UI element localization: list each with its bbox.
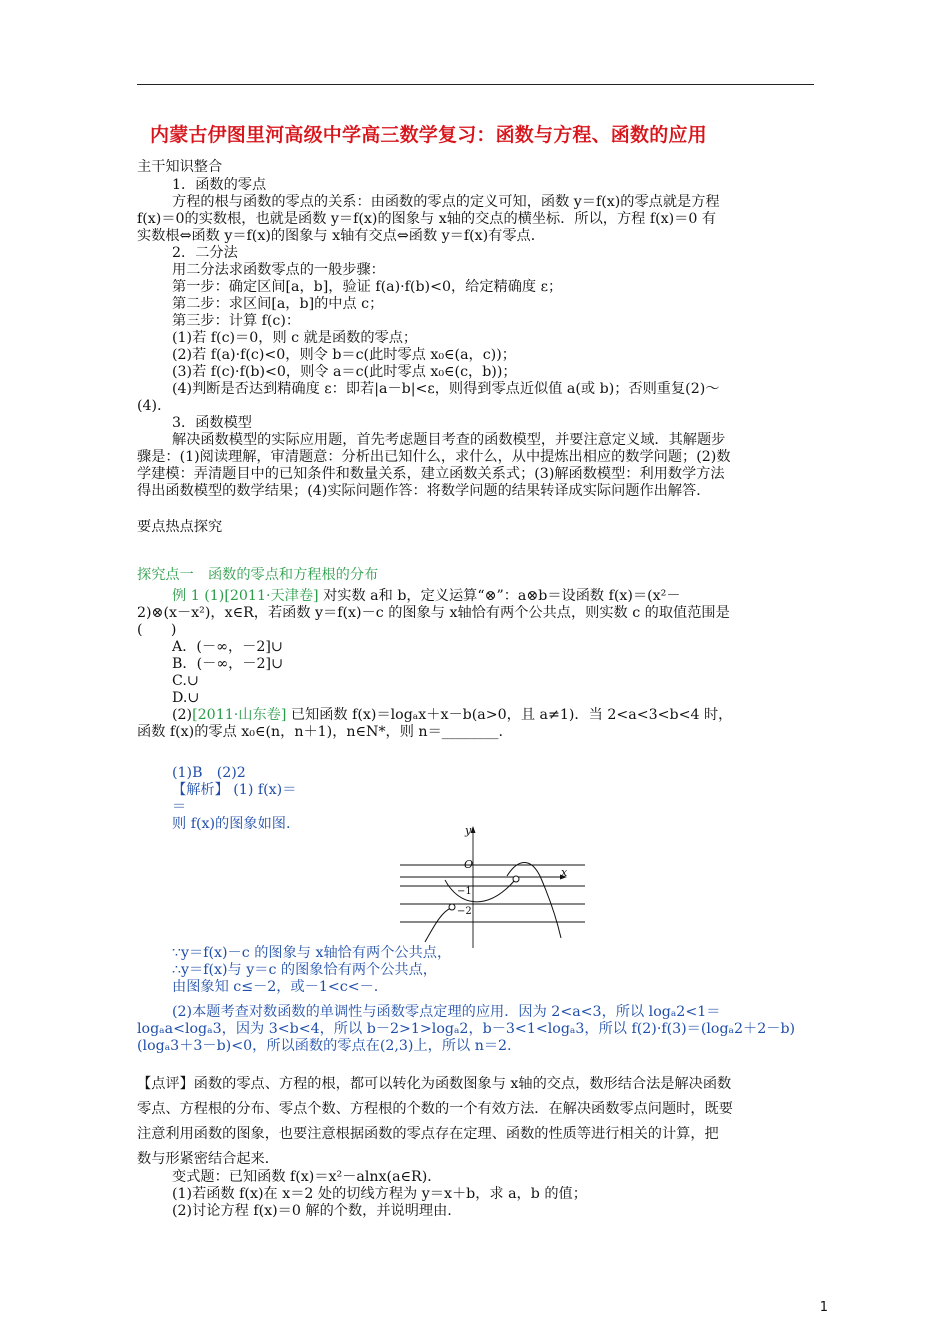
analysis-line-3: 则 f(x)的图象如图.: [172, 816, 291, 832]
option-a: A．(－∞，－2]∪: [172, 639, 283, 655]
analysis-line-1: 【解析】 (1) f(x)＝: [172, 782, 297, 798]
option-d: D.∪: [172, 690, 200, 706]
p3-heading: 3．函数模型: [172, 415, 252, 431]
variant-line-2: (1)若函数 f(x)在 x＝2 处的切线方程为 y＝x＋b，求 a，b 的值；: [172, 1186, 587, 1202]
analysis-line-2: ＝: [172, 799, 187, 815]
p3-line-2: 骤是：(1)阅读理解，审清题意：分析出已知什么，求什么，从中提炼出相应的数学问题；(2)数: [137, 449, 731, 465]
answer-line: (1)B (2)2: [172, 765, 246, 781]
solution-line-6: (logₐ3＋3－b)<0，所以函数的零点在(2,3)上，所以 n＝2.: [137, 1038, 512, 1054]
explore-heading: 探究点一 函数的零点和方程根的分布: [137, 567, 379, 583]
p3-line-4: 得出函数模型的数学结果；(4)实际问题作答：将数学问题的结果转译成实际问题作出解答．: [137, 483, 711, 499]
function-graph: [395, 820, 595, 950]
header-rule: [137, 84, 814, 85]
example-2-line-1: [172, 706, 732, 724]
option-b: B．(－∞，－2]∪: [172, 656, 283, 672]
example-2-source: [2011·山东卷]: [192, 707, 287, 723]
p2-line-8: (4)判断是否达到精确度 ε：即若|a－b|<ε，则得到零点近似值 a(或 b)；否则重复(2)～: [172, 381, 720, 397]
curve-middle-parabola: [445, 880, 515, 902]
section-heading-hot: 要点热点探究: [137, 519, 223, 535]
example-2-line-2: 函数 f(x)的零点 x₀∈(n，n＋1)，n∈N*，则 n＝________.: [137, 724, 504, 740]
option-c: C.∪: [172, 673, 199, 689]
open-point-right: [513, 876, 519, 882]
p2-line-9: (4)．: [137, 398, 172, 414]
example-1-text: 对实数 a和 b，定义运算“⊗”：a⊗b＝设函数 f(x)＝(x²－: [318, 588, 681, 604]
p2-line-7: (3)若 f(c)·f(b)<0，则令 a＝c(此时零点 x₀∈(c，b))；: [172, 364, 517, 380]
example-1-line-3: ( ): [137, 622, 177, 638]
example-1-label: 例 1 (1): [172, 588, 225, 604]
example-1-line-1: [172, 587, 681, 605]
comment-line-2: 零点、方程根的分布、零点个数、方程根的个数的一个有效方法．在解决函数零点问题时，既要: [137, 1101, 733, 1117]
solution-line-2: ∴y＝f(x)与 y＝c 的图象恰有两个公共点，: [172, 962, 437, 978]
example-2-text: 已知函数 f(x)＝logₐx＋x－b(a>0，且 a≠1)．当 2<a<3<b<4 时，: [286, 707, 733, 723]
solution-line-3: 由图象知 c≤－2，或－1<c<－.: [172, 979, 379, 995]
open-point-left: [449, 904, 455, 910]
p2-line-5: (1)若 f(c)＝0，则 c 就是函数的零点；: [172, 330, 418, 346]
x-axis-label: x: [561, 866, 568, 879]
example-2-label: (2): [172, 707, 193, 723]
curve-right-branch: [507, 862, 561, 938]
p2-line-6: (2)若 f(a)·f(c)<0，则令 b＝c(此时零点 x₀∈(a，c))；: [172, 347, 516, 363]
y-axis-label: y: [465, 824, 472, 837]
comment-line-1: 【点评】函数的零点、方程的根，都可以转化为函数图象与 x轴的交点，数形结合法是解决函数: [137, 1076, 732, 1092]
tick-label-minus-1: −1: [457, 886, 472, 897]
variant-line-3: (2)讨论方程 f(x)＝0 解的个数，并说明理由.: [172, 1203, 452, 1219]
variant-line-1: 变式题：已知函数 f(x)＝x²－alnx(a∈R)．: [172, 1169, 442, 1185]
curve-left-branch: [425, 908, 451, 942]
y-axis-arrow: [471, 826, 476, 833]
p2-line-4: 第三步：计算 f(c)：: [172, 313, 301, 329]
p1-line-3: 实数根⇔函数 y＝f(x)的图象与 x轴有交点⇔函数 y＝f(x)有零点．: [137, 228, 545, 244]
p1-heading: 1．函数的零点: [172, 177, 267, 193]
p1-line-2: f(x)＝0的实数根，也就是函数 y＝f(x)的图象与 x轴的交点的横坐标．所以，方程 f(x)＝0 有: [137, 211, 717, 227]
comment-line-4: 数与形紧密结合起来．: [137, 1151, 279, 1167]
section-heading-main: 主干知识整合: [137, 159, 223, 175]
p2-line-2: 第一步：确定区间[a，b]，验证 f(a)·f(b)<0，给定精确度 ε；: [172, 279, 563, 295]
example-1-source: [2011·天津卷]: [224, 588, 319, 604]
p2-line-3: 第二步：求区间[a，b]的中点 c；: [172, 296, 384, 312]
page-number: 1: [819, 1300, 828, 1315]
example-1-line-2: 2)⊗(x－x²)，x∈R，若函数 y＝f(x)－c 的图象与 x轴恰有两个公共点，则实数 c 的取值范围是: [137, 605, 730, 621]
solution-line-5: logₐa<logₐ3，因为 3<b<4，所以 b－2>1>logₐ2，b－3<1<logₐ3，所以 f(2)·f(3)＝(logₐ2＋2－b): [137, 1021, 796, 1037]
tick-label-minus-2: −2: [457, 906, 472, 917]
p1-line-1: 方程的根与函数的零点的关系：由函数的零点的定义可知，函数 y＝f(x)的零点就是方程: [172, 194, 720, 210]
p2-line-1: 用二分法求函数零点的一般步骤：: [172, 262, 385, 278]
p3-line-3: 学建模：弄清题目中的已知条件和数量关系，建立函数关系式；(3)解函数模型：利用数学方法: [137, 466, 725, 482]
page-title: 内蒙古伊图里河高级中学高三数学复习：函数与方程、函数的应用: [150, 124, 707, 146]
origin-label: O: [464, 858, 474, 871]
comment-line-3: 注意利用函数的图象，也要注意根据函数的零点存在定理、函数的性质等进行相关的计算，把: [137, 1126, 719, 1142]
p2-heading: 2．二分法: [172, 245, 238, 261]
solution-line-4: (2)本题考查对数函数的单调性与函数零点定理的应用．因为 2<a<3，所以 logₐ2<1＝: [172, 1004, 721, 1020]
p3-line-1: 解决函数模型的实际应用题，首先考虑题目考查的函数模型，并要注意定义域．其解题步: [172, 432, 726, 448]
solution-line-1: ∵y＝f(x)－c 的图象与 x轴恰有两个公共点，: [172, 945, 452, 961]
